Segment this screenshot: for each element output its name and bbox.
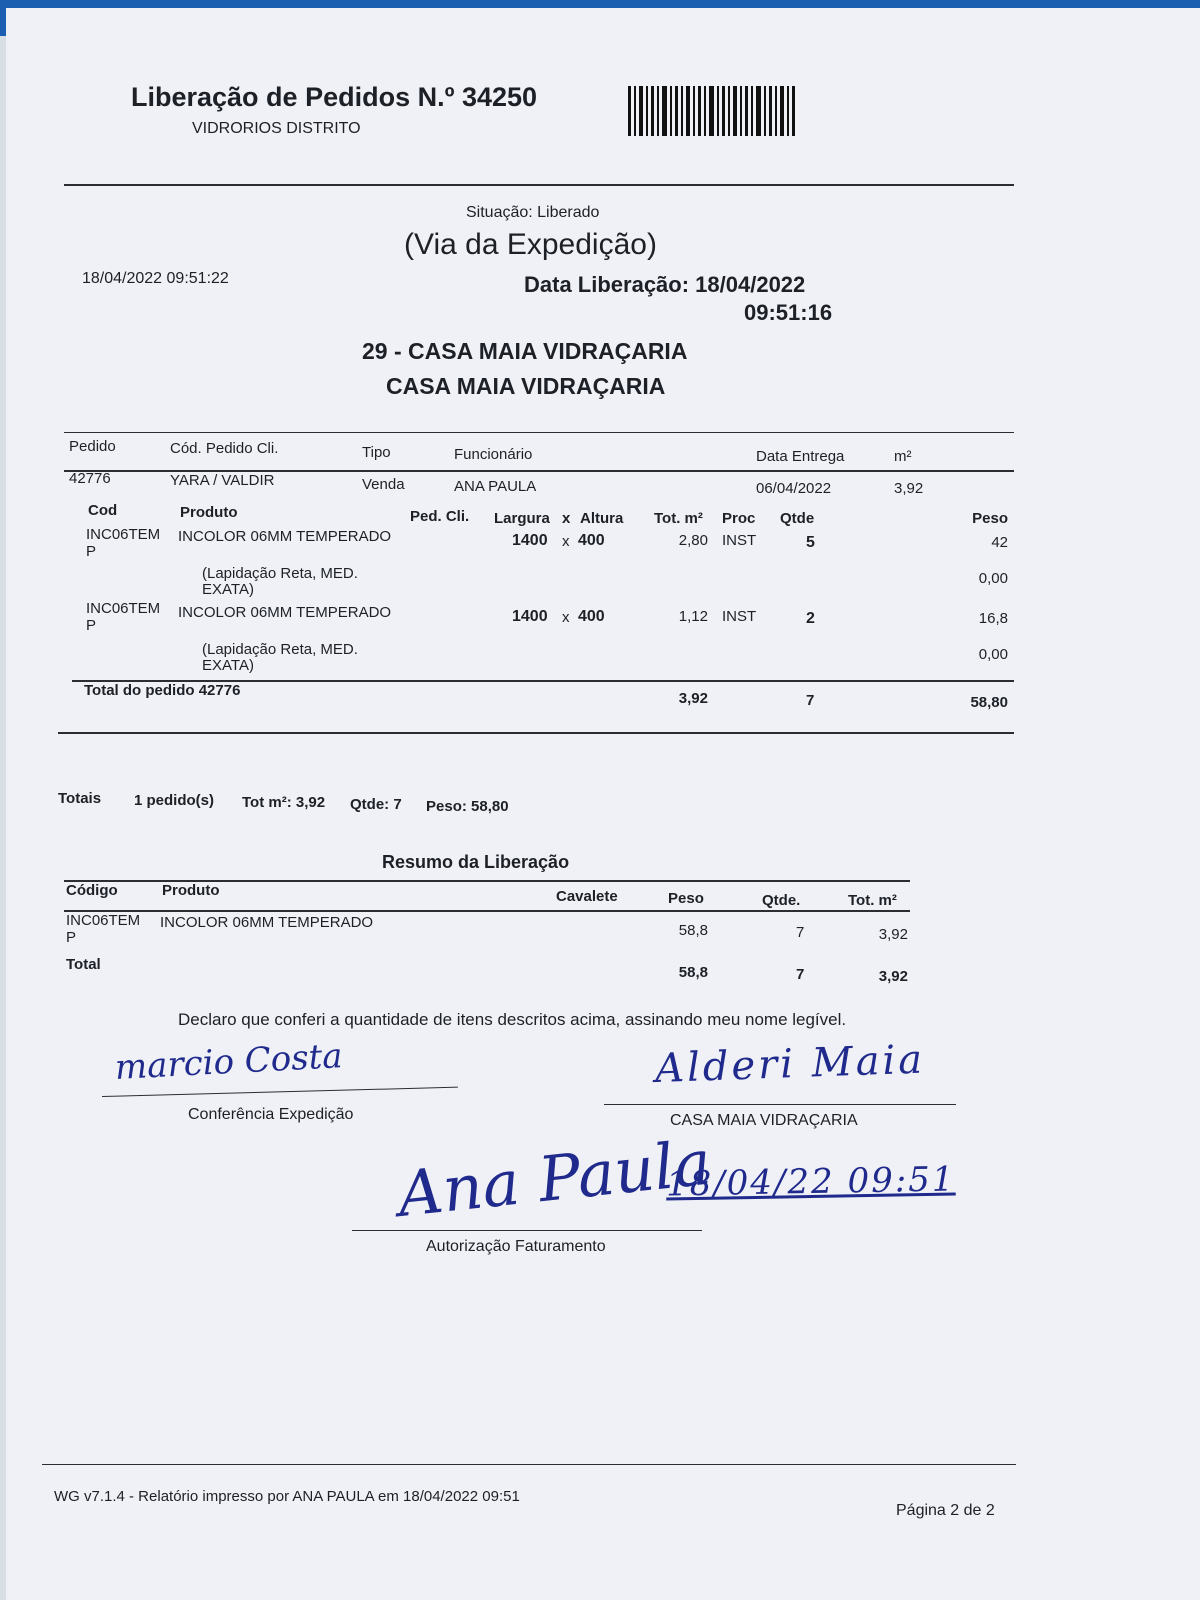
- order-m2: 3,92: [894, 480, 924, 497]
- item-row-2-x: x: [562, 609, 570, 626]
- item-header-x: x: [562, 510, 571, 527]
- faturamento-label: Autorização Faturamento: [426, 1238, 606, 1255]
- totals-qtde: Qtde: 7: [350, 796, 402, 813]
- header-divider: [64, 184, 1014, 186]
- declaration-text: Declaro que conferi a quantidade de itens descritos acima, assinando meu nome legível.: [178, 1010, 847, 1029]
- item-row-1-proc: INST: [722, 532, 757, 549]
- item-row-1-cod: INC06TEM P: [86, 526, 161, 560]
- item-row-1-note: (Lapidação Reta, MED. EXATA): [202, 565, 358, 598]
- client-line-1: 29 - CASA MAIA VIDRAÇARIA: [362, 338, 688, 364]
- item-header-peso: Peso: [972, 510, 1008, 527]
- col-header-cod-pedido-cli: Cód. Pedido Cli.: [170, 440, 279, 457]
- release-date: Data Liberação: 18/04/2022: [524, 272, 806, 297]
- item-header-largura: Largura: [494, 510, 550, 527]
- item-row-2-tot-m2: 1,12: [678, 608, 708, 625]
- order-funcionario: ANA PAULA: [454, 478, 537, 495]
- summary-row-peso: 58,8: [678, 922, 708, 939]
- item-header-tot-m2: Tot. m²: [654, 510, 703, 527]
- summary-title: Resumo da Liberação: [382, 852, 570, 872]
- summary-total-tot-m2: 3,92: [878, 968, 908, 985]
- client-signature-line: [604, 1104, 956, 1105]
- totals-label: Totais: [58, 790, 102, 807]
- order-total-qtde: 7: [806, 692, 815, 709]
- item-row-1-tot-m2: 2,80: [678, 532, 708, 549]
- summary-total-qtde: 7: [796, 966, 805, 983]
- order-total-tot-m2: 3,92: [678, 690, 708, 707]
- expedicao-label: Conferência Expedição: [188, 1106, 354, 1123]
- item-header-qtde: Qtde: [780, 510, 815, 527]
- via-label: (Via da Expedição): [404, 228, 657, 261]
- item-row-1-largura: 1400: [512, 532, 548, 549]
- item-row-2-cod: INC06TEM P: [86, 600, 161, 634]
- item-row-1-peso: 42: [991, 534, 1008, 551]
- item-row-2-note-peso: 0,00: [978, 646, 1008, 663]
- item-header-proc: Proc: [722, 510, 756, 527]
- item-header-ped-cli: Ped. Cli.: [410, 508, 470, 525]
- order-tipo: Venda: [362, 476, 405, 493]
- summary-header-codigo: Código: [66, 882, 118, 899]
- order-data-entrega: 06/04/2022: [756, 480, 832, 497]
- release-time: 09:51:16: [744, 300, 833, 325]
- totals-tot-m2: Tot m²: 3,92: [242, 794, 326, 811]
- status-label: Situação: Liberado: [466, 204, 600, 221]
- item-header-produto: Produto: [180, 504, 238, 521]
- client-line-2: CASA MAIA VIDRAÇARIA: [386, 373, 666, 399]
- summary-row-qtde: 7: [796, 924, 805, 941]
- summary-row-codigo: INC06TEM P: [66, 912, 141, 946]
- summary-header-rule: [64, 910, 910, 912]
- client-signature-label: CASA MAIA VIDRAÇARIA: [670, 1112, 858, 1129]
- print-datetime: 18/04/2022 09:51:22: [82, 270, 229, 287]
- item-row-2-altura: 400: [578, 608, 605, 625]
- item-header-cod: Cod: [88, 502, 118, 519]
- order-total-peso: 58,80: [970, 694, 1008, 711]
- document-page: [6, 8, 1200, 1600]
- client-signature: Alderi Maia: [654, 1036, 926, 1092]
- footer-rule: [42, 1464, 1016, 1465]
- col-header-pedido: Pedido: [69, 438, 116, 455]
- item-row-2-qtde: 2: [806, 610, 815, 627]
- item-header-altura: Altura: [580, 510, 624, 527]
- item-row-1-note-peso: 0,00: [978, 570, 1008, 587]
- order-cod-pedido-cli: YARA / VALDIR: [170, 472, 275, 489]
- footer-printed-by: WG v7.1.4 - Relatório impresso por ANA PAULA em 18/04/2022 09:51: [54, 1488, 520, 1505]
- summary-header-produto: Produto: [162, 882, 220, 899]
- col-header-data-entrega: Data Entrega: [756, 448, 845, 465]
- expedicao-signature-line: [102, 1087, 458, 1097]
- summary-header-cavalete: Cavalete: [556, 888, 618, 905]
- footer-page-number: Página 2 de 2: [896, 1502, 995, 1519]
- item-row-1-altura: 400: [578, 532, 605, 549]
- item-row-1-qtde: 5: [806, 534, 815, 551]
- item-row-2-proc: INST: [722, 608, 757, 625]
- summary-total-label: Total: [66, 956, 101, 973]
- col-header-funcionario: Funcionário: [454, 446, 533, 463]
- order-table-top-rule: [64, 432, 1014, 433]
- col-header-tipo: Tipo: [362, 444, 391, 461]
- item-row-1-produto: INCOLOR 06MM TEMPERADO: [178, 528, 392, 545]
- summary-row-tot-m2: 3,92: [878, 926, 908, 943]
- totals-pedidos: 1 pedido(s): [134, 792, 215, 809]
- item-row-2-note: (Lapidação Reta, MED. EXATA): [202, 641, 358, 674]
- summary-row-produto: INCOLOR 06MM TEMPERADO: [160, 914, 374, 931]
- expedicao-signature: marcio Costa: [113, 1036, 344, 1088]
- item-row-1-x: x: [562, 533, 570, 550]
- company-name: VIDRORIOS DISTRITO: [192, 120, 361, 137]
- handwritten-datetime: 18/04/22 09:51: [665, 1159, 956, 1205]
- barcode-icon: [628, 86, 796, 136]
- document-title: Liberação de Pedidos N.º 34250: [131, 82, 538, 112]
- summary-header-qtde: Qtde.: [762, 892, 801, 909]
- col-header-m2: m²: [894, 448, 912, 465]
- summary-header-peso: Peso: [668, 890, 704, 907]
- summary-total-peso: 58,8: [678, 964, 708, 981]
- order-total-label: Total do pedido 42776: [84, 682, 241, 699]
- item-row-2-peso: 16,8: [978, 610, 1008, 627]
- item-row-2-produto: INCOLOR 06MM TEMPERADO: [178, 604, 392, 621]
- faturamento-signature-line: [352, 1230, 702, 1231]
- faturamento-signature: Ana Paula: [394, 1125, 715, 1231]
- totals-peso: Peso: 58,80: [426, 798, 509, 815]
- order-section-end-rule: [58, 732, 1014, 734]
- summary-header-tot-m2: Tot. m²: [848, 892, 897, 909]
- item-row-2-largura: 1400: [512, 608, 548, 625]
- order-pedido: 42776: [69, 470, 111, 487]
